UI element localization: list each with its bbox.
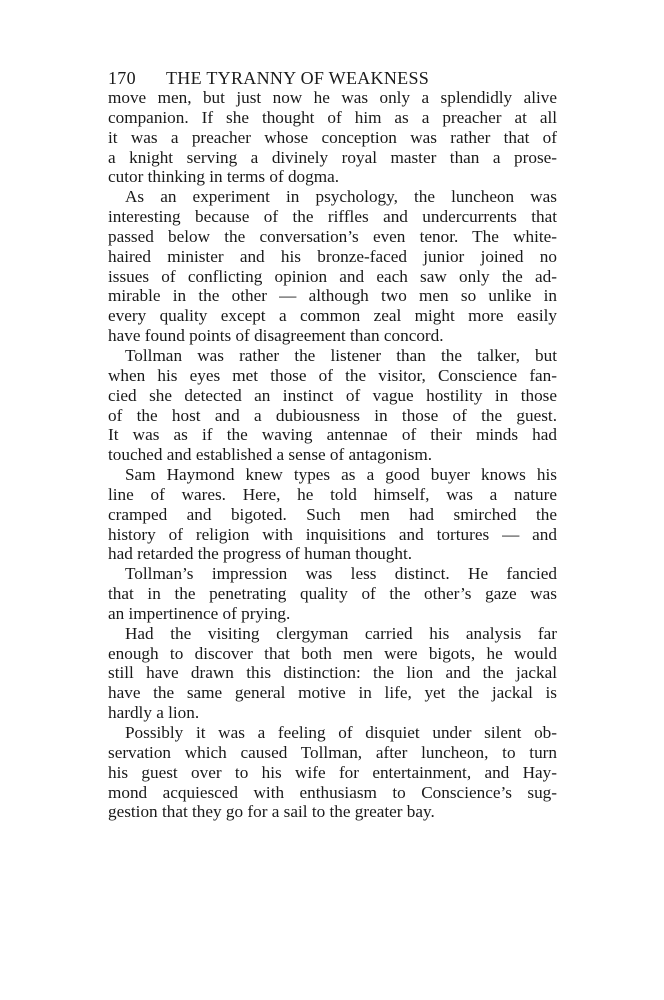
- text-line: a knight serving a divinely royal master than a prose-: [108, 147, 557, 167]
- text-line: Tollman was rather the listener than the talker, but: [125, 345, 557, 365]
- text-line: an impertinence of prying.: [108, 603, 291, 623]
- text-line: companion. If she thought of him as a preacher at all: [108, 107, 557, 127]
- text-line: mond acquiesced with enthusiasm to Conscience’s sug-: [108, 782, 557, 802]
- text-line: Possibly it was a feeling of disquiet under silent ob-: [125, 723, 557, 742]
- text-line: of the host and a dubiousness in those of the guest.: [108, 405, 557, 425]
- text-line: gestion that they go for a sail to the greater bay.: [108, 802, 435, 822]
- running-title: THE TYRANNY OF WEAKNESS: [166, 68, 430, 88]
- page-body: [108, 88, 557, 822]
- text-line: enough to discover that both men were bigots, he would: [108, 643, 557, 663]
- text-line: history of religion with inquisitions and tortures — and: [108, 524, 557, 544]
- text-line: cied she detected an instinct of vague hostility in those: [108, 385, 557, 405]
- text-line: As an experiment in psychology, the luncheon was: [125, 187, 557, 207]
- text-line: Had the visiting clergyman carried his analysis far: [125, 623, 557, 643]
- text-line: line of wares. Here, he told himself, was a nature: [108, 484, 557, 504]
- text-line: his guest over to his wife for entertainment, and Hay-: [108, 762, 557, 782]
- text-line: interesting because of the riffles and undercurrents that: [108, 207, 557, 227]
- text-line: when his eyes met those of the visitor, Conscience fan-: [108, 365, 557, 385]
- text-line: passed below the conversation’s even tenor. The white-: [108, 226, 557, 246]
- text-line: that in the penetrating quality of the other’s gaze was: [108, 584, 557, 604]
- text-line: move men, but just now he was only a splendidly alive: [108, 88, 557, 107]
- text-line: issues of conflicting opinion and each saw only the ad-: [108, 266, 557, 286]
- paragraph: [108, 346, 557, 465]
- text-line: Sam Haymond knew types as a good buyer knows his: [125, 465, 557, 485]
- text-line: It was as if the waving antennae of their minds had: [108, 425, 557, 445]
- text-line: had retarded the progress of human thought.: [108, 544, 413, 564]
- text-line: haired minister and his bronze-faced junior joined no: [108, 246, 557, 266]
- text-line: every quality except a common zeal might more easily: [108, 306, 557, 326]
- paragraph: [108, 88, 557, 187]
- text-line: cutor thinking in terms of dogma.: [108, 167, 340, 187]
- page-number: 170: [108, 68, 136, 88]
- text-line: cramped and bigoted. Such men had smirched the: [108, 504, 557, 524]
- running-header: [108, 68, 558, 89]
- text-line: still have drawn this distinction: the lion and the jackal: [108, 663, 557, 683]
- paragraph: [108, 564, 557, 624]
- paragraph: [108, 465, 557, 564]
- text-line: mirable in the other — although two men so unlike in: [108, 286, 557, 306]
- text-line: have the same general motive in life, yet the jackal is: [108, 683, 557, 703]
- text-line: Tollman’s impression was less distinct. He fancied: [125, 564, 557, 584]
- text-line: it was a preacher whose conception was rather that of: [108, 127, 557, 147]
- text-line: hardly a lion.: [108, 703, 200, 723]
- paragraph: [108, 187, 557, 346]
- paragraph: [108, 723, 557, 822]
- paragraph: [108, 624, 557, 723]
- text-line: servation which caused Tollman, after luncheon, to turn: [108, 742, 557, 762]
- text-line: have found points of disagreement than concord.: [108, 326, 444, 346]
- text-line: touched and established a sense of antagonism.: [108, 445, 433, 465]
